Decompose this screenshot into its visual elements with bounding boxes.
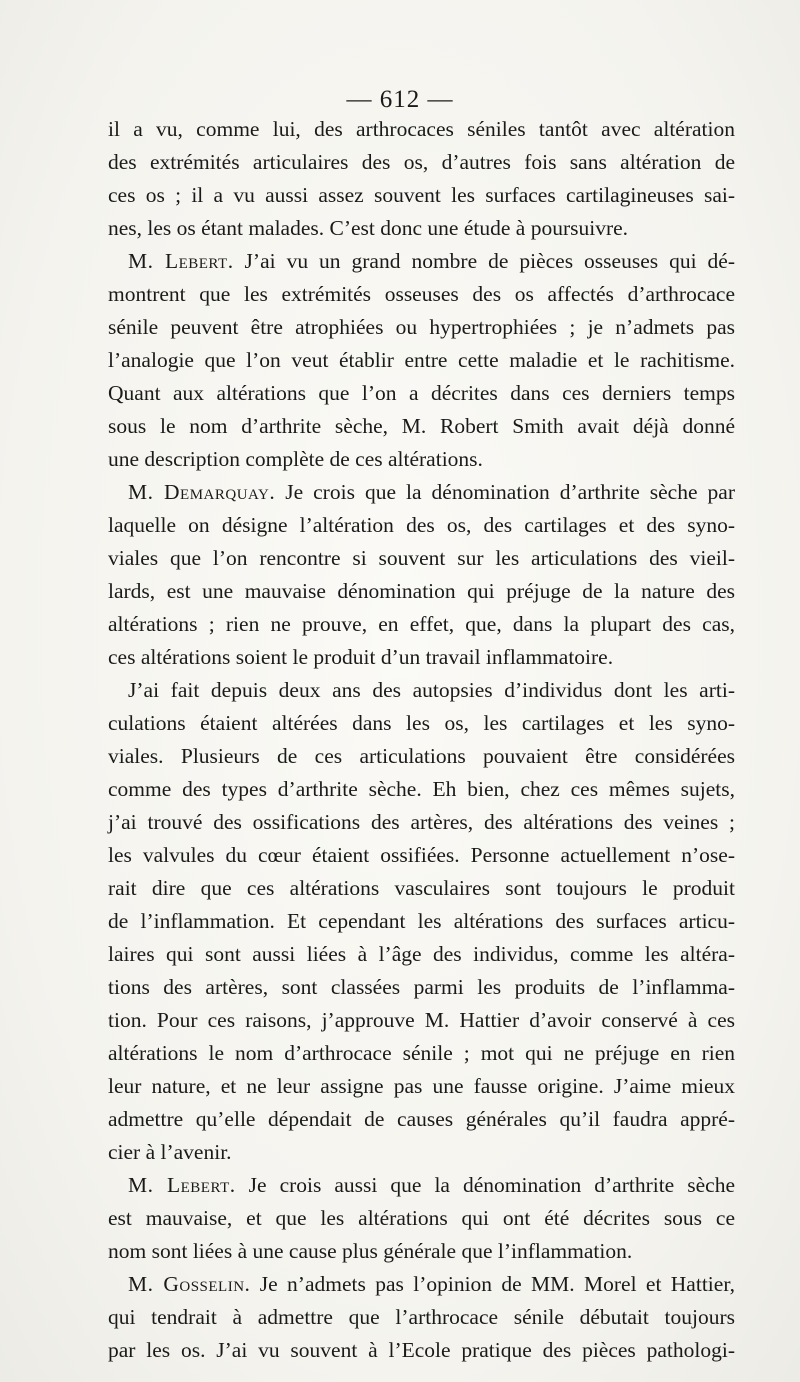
line-text: par les os. J’ai vu souvent à l’Ecole pratique des pièces pathologi- (108, 1338, 735, 1362)
text-line (108, 179, 735, 212)
speaker-name: M. Lebert. (128, 249, 234, 273)
text-line (108, 410, 735, 443)
text-line (108, 773, 735, 806)
text-block (108, 113, 735, 1367)
line-text: nom sont liées à une cause plus générale que l’inflammation. (108, 1239, 633, 1263)
text-line (108, 443, 735, 476)
line-text: viales que l’on rencontre si souvent sur les articulations des vieil- (108, 546, 735, 570)
text-line (108, 311, 735, 344)
line-text: l’analogie que l’on veut établir entre cette maladie et le rachitisme. (108, 348, 735, 372)
text-line (108, 113, 735, 146)
line-text: ces os ; il a vu aussi assez souvent les surfaces cartilagineuses sai- (108, 183, 735, 207)
line-text: qui tendrait à admettre que l’arthrocace sénile débutait toujours (108, 1305, 735, 1329)
line-text: montrent que les extrémités osseuses des os affectés d’arthrocace (108, 282, 735, 306)
line-text: culations étaient altérées dans les os, les cartilages et les syno- (108, 711, 735, 735)
line-text: laquelle on désigne l’altération des os, des cartilages et des syno- (108, 513, 735, 537)
text-line (108, 575, 735, 608)
text-line (108, 476, 735, 509)
line-text: il a vu, comme lui, des arthrocaces séniles tantôt avec altération (108, 117, 735, 141)
line-text: comme des types d’arthrite sèche. Eh bien, chez ces mêmes sujets, (108, 777, 735, 801)
text-line (108, 1070, 735, 1103)
line-text: j’ai trouvé des ossifications des artères, des altérations des veines ; (108, 810, 735, 834)
line-text: une description complète de ces altérations. (108, 447, 483, 471)
line-text: sous le nom d’arthrite sèche, M. Robert Smith avait déjà donné (108, 414, 735, 438)
speaker-name: M. Demarquay. (128, 480, 276, 504)
text-line (108, 608, 735, 641)
line-text: est mauvaise, et que les altérations qui ont été décrites sous ce (108, 1206, 735, 1230)
line-text: admettre qu’elle dépendait de causes générales qu’il faudra appré- (108, 1107, 735, 1131)
line-text: cier à l’avenir. (108, 1140, 232, 1164)
line-text: tion. Pour ces raisons, j’approuve M. Hattier d’avoir conservé à ces (108, 1008, 735, 1032)
line-text: viales. Plusieurs de ces articulations pouvaient être considérées (108, 744, 735, 768)
line-text: rait dire que ces altérations vasculaires sont toujours le produit (108, 876, 735, 900)
text-line (108, 1268, 735, 1301)
text-line (108, 1169, 735, 1202)
text-line (108, 377, 735, 410)
text-line (108, 971, 735, 1004)
text-line (108, 1037, 735, 1070)
text-line (108, 1103, 735, 1136)
text-line (108, 1136, 735, 1169)
line-text: leur nature, et ne leur assigne pas une fausse origine. J’aime mieux (108, 1074, 735, 1098)
line-text: Quant aux altérations que l’on a décrites dans ces derniers temps (108, 381, 735, 405)
text-line (108, 509, 735, 542)
text-line (108, 212, 735, 245)
text-line (108, 938, 735, 971)
speaker-name: M. Lebert. (128, 1173, 236, 1197)
text-line (108, 1301, 735, 1334)
text-line (108, 1235, 735, 1268)
text-line (108, 740, 735, 773)
line-text: laires qui sont aussi liées à l’âge des individus, comme les altéra- (108, 942, 735, 966)
line-text: de l’inflammation. Et cependant les altérations des surfaces articu- (108, 909, 735, 933)
line-text: tions des artères, sont classées parmi les produits de l’inflamma- (108, 975, 735, 999)
text-line (108, 806, 735, 839)
text-line (108, 344, 735, 377)
page-number: — 612 — (346, 86, 454, 113)
line-text: des extrémités articulaires des os, d’autres fois sans altération de (108, 150, 735, 174)
line-text: les valvules du cœur étaient ossifiées. Personne actuellement n’ose- (108, 843, 735, 867)
text-line (108, 146, 735, 179)
line-text: Je crois que la dénomination d’arthrite sèche par (275, 480, 735, 504)
text-line (108, 707, 735, 740)
text-line (108, 1202, 735, 1235)
text-line (108, 542, 735, 575)
speaker-name: M. Gosselin. (128, 1272, 251, 1296)
line-text: ces altérations soient le produit d’un travail inflammatoire. (108, 645, 614, 669)
text-line (108, 872, 735, 905)
text-line (108, 1004, 735, 1037)
line-text: lards, est une mauvaise dénomination qui préjuge de la nature des (108, 579, 735, 603)
line-text: Je crois aussi que la dénomination d’arthrite sèche (235, 1173, 735, 1197)
text-line (108, 278, 735, 311)
line-text: altérations le nom d’arthrocace sénile ; mot qui ne préjuge en rien (108, 1041, 735, 1065)
line-text: sénile peuvent être atrophiées ou hypertrophiées ; je n’admets pas (108, 315, 735, 339)
line-text: Je n’admets pas l’opinion de MM. Morel et Hattier, (250, 1272, 735, 1296)
line-text: nes, les os étant malades. C’est donc une étude à poursuivre. (108, 216, 629, 240)
line-text: altérations ; rien ne prouve, en effet, que, dans la plupart des cas, (108, 612, 735, 636)
text-line (108, 245, 735, 278)
text-line (108, 839, 735, 872)
text-line (108, 674, 735, 707)
text-line (108, 905, 735, 938)
text-line (108, 641, 735, 674)
line-text: J’ai vu un grand nombre de pièces osseuses qui dé- (233, 249, 735, 273)
line-text: J’ai fait depuis deux ans des autopsies d’individus dont les arti- (128, 678, 735, 702)
text-line (108, 1334, 735, 1367)
